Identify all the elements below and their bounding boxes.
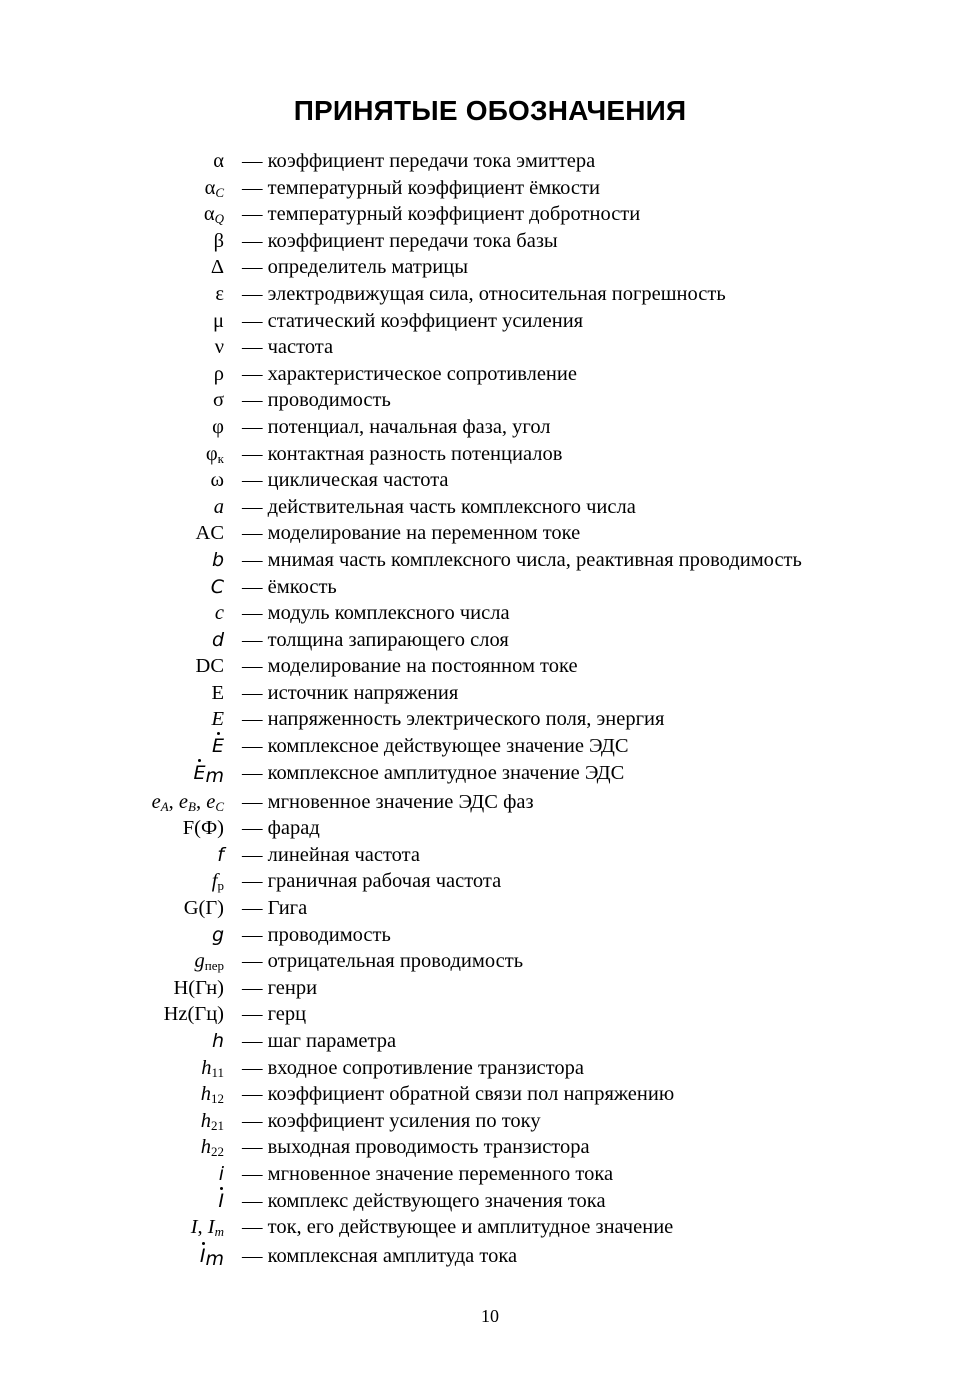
notation-symbol: $I_m$ (199, 1245, 224, 1271)
notation-description: — толщина запирающего слоя (242, 628, 509, 651)
notation-symbol: DC (195, 655, 224, 678)
notation-symbol: β (213, 229, 224, 252)
notation-description: — мгновенное значение переменного тока (242, 1162, 614, 1185)
notation-entry (0, 201, 980, 228)
notation-symbol: $h_{22}$ (200, 1136, 224, 1160)
notation-symbol: $h_{11}$ (201, 1056, 224, 1080)
notation-symbol: AC (195, 522, 224, 545)
notation-symbol: i (218, 1162, 224, 1185)
notation-symbol: I (218, 1189, 224, 1212)
notation-entry (0, 574, 980, 601)
notation-symbol: $E_m$ (193, 761, 224, 787)
notation-description: — линейная частота (242, 843, 420, 866)
notation-entry (0, 228, 980, 255)
notation-description: — определитель матрицы (242, 256, 468, 279)
notation-description: — моделирование на переменном токе (242, 522, 581, 545)
notation-symbol: E (211, 735, 224, 758)
notation-description: — комплекс действующего значения тока (242, 1189, 606, 1212)
notation-entry (0, 948, 980, 975)
notation-description: — ёмкость (242, 575, 337, 598)
notation-symbol: $\varphi_к$ (205, 442, 224, 466)
notation-description: — комплексное амплитудное значение ЭДС (242, 761, 625, 784)
notation-symbol: ε (215, 282, 224, 305)
notation-entry (0, 361, 980, 388)
notation-symbol: $\alpha_C$ (204, 176, 224, 200)
page-number: 10 (481, 1306, 499, 1326)
notation-entry (0, 600, 980, 627)
notation-entry (0, 441, 980, 468)
notation-symbol: d (211, 628, 224, 651)
notation-description: — моделирование на постоянном токе (242, 655, 578, 678)
notation-entry (0, 254, 980, 281)
notation-entry (0, 895, 980, 922)
notation-entry (0, 760, 980, 789)
notation-entry (0, 1001, 980, 1028)
notation-symbol: $f_р$ (211, 870, 224, 894)
notation-symbol: H(Гн) (173, 976, 224, 999)
notation-entry (0, 175, 980, 202)
notation-symbol: $h_{12}$ (200, 1083, 224, 1107)
notation-entry (0, 334, 980, 361)
notation-symbol: C (210, 575, 224, 598)
notation-entry (0, 1134, 980, 1161)
notation-description: — проводимость (242, 389, 391, 412)
notation-symbol: $\alpha_Q$ (203, 203, 224, 227)
notation-symbol: ω (210, 469, 224, 492)
notation-symbol: $g_{пер}$ (194, 950, 224, 974)
notation-symbol: Hz(Гц) (163, 1003, 224, 1026)
notation-symbol: E (211, 681, 224, 704)
notation-symbol: E (211, 708, 224, 731)
notation-description: — модуль комплексного числа (242, 602, 510, 625)
notation-description: — герц (242, 1003, 307, 1026)
notation-description: — проводимость (242, 923, 391, 946)
notation-entry (0, 1028, 980, 1055)
notation-symbol: $e_A$, $e_B$, $e_C$ (151, 790, 224, 814)
notation-description: — характеристическое сопротивление (242, 362, 577, 385)
notation-entry (0, 547, 980, 574)
notation-symbol: ρ (213, 362, 224, 385)
notation-description: — комплексная амплитуда тока (242, 1245, 518, 1268)
notation-description: — генри (242, 976, 318, 999)
notation-entry (0, 975, 980, 1002)
notation-description: — электродвижущая сила, относительная погрешность (242, 282, 726, 305)
notation-description: — шаг параметра (242, 1030, 397, 1052)
notation-description: — контактная разность потенциалов (242, 442, 563, 465)
notation-description: — отрицательная проводимость (242, 950, 524, 973)
notation-symbol: φ (212, 415, 224, 438)
notation-description: — циклическая частота (242, 469, 449, 492)
notation-description: — статический коэффициент усиления (242, 309, 584, 332)
notation-description: — коэффициент усиления по току (242, 1109, 541, 1132)
notation-entry (0, 494, 980, 521)
notation-symbol: μ (213, 309, 224, 332)
notation-symbol: h (211, 1030, 224, 1052)
notation-entry (0, 414, 980, 441)
notation-entry (0, 706, 980, 733)
notation-entry (0, 842, 980, 869)
notation-entry (0, 148, 980, 175)
notation-entry (0, 627, 980, 654)
notation-description: — граничная рабочая частота (242, 870, 502, 893)
notation-entry (0, 1081, 980, 1108)
notation-description: — действительная часть комплексного числа (242, 495, 636, 518)
notation-symbol: f (217, 843, 224, 866)
notation-entry (0, 680, 980, 707)
notation-description: — выходная проводимость транзистора (242, 1136, 590, 1159)
notation-list (0, 148, 980, 1272)
notation-symbol: $h_{21}$ (200, 1109, 224, 1133)
notation-entry (0, 467, 980, 494)
notation-entry (0, 789, 980, 816)
notation-symbol: b (211, 548, 224, 571)
notation-description: — температурный коэффициент добротности (242, 203, 641, 226)
notation-symbol: ν (214, 336, 224, 359)
notation-description: — коэффициент обратной связи пол напряжению (242, 1083, 675, 1106)
notation-symbol: σ (212, 389, 224, 412)
notation-description: — температурный коэффициент ёмкости (242, 176, 600, 199)
notation-entry (0, 653, 980, 680)
notation-entry (0, 815, 980, 842)
notation-description: — источник напряжения (242, 681, 459, 704)
notation-entry (0, 1188, 980, 1215)
notation-description: — коэффициент передачи тока эмиттера (242, 150, 596, 172)
notation-symbol: F(Ф) (182, 817, 224, 840)
notation-description: — Гига (242, 897, 308, 920)
notation-symbol: c (214, 602, 224, 625)
notation-description: — мгновенное значение ЭДС фаз (242, 790, 534, 813)
notation-symbol: a (213, 495, 224, 518)
notation-description: — ток, его действующее и амплитудное значение (242, 1216, 674, 1239)
notation-description: — потенциал, начальная фаза, угол (242, 415, 551, 438)
notation-symbol: g (211, 923, 224, 946)
notation-entry (0, 1108, 980, 1135)
notation-entry (0, 922, 980, 949)
notation-description: — частота (242, 336, 334, 359)
notation-entry (0, 1055, 980, 1082)
notation-entry (0, 1214, 980, 1243)
notation-entry (0, 868, 980, 895)
notation-entry (0, 387, 980, 414)
notation-description: — коэффициент передачи тока базы (242, 229, 558, 252)
notation-symbol: I, $I_m$ (190, 1216, 224, 1240)
notation-entry (0, 308, 980, 335)
notation-description: — комплексное действующее значение ЭДС (242, 735, 629, 758)
notation-symbol: G(Г) (183, 897, 224, 920)
notation-symbol: Δ (210, 256, 224, 279)
page-title: ПРИНЯТЫЕ ОБОЗНАЧЕНИЯ (293, 95, 687, 126)
notation-description: — входное сопротивление транзистора (242, 1056, 584, 1079)
notation-symbol: α (213, 150, 224, 172)
notation-description: — мнимая часть комплексного числа, реактивная проводимость (242, 548, 802, 571)
notation-description: — фарад (242, 817, 320, 840)
notation-entry (0, 1161, 980, 1188)
notation-description: — напряженность электрического поля, энергия (242, 708, 665, 731)
notation-entry (0, 733, 980, 760)
notation-entry (0, 281, 980, 308)
notation-entry (0, 520, 980, 547)
notation-entry (0, 1243, 980, 1272)
